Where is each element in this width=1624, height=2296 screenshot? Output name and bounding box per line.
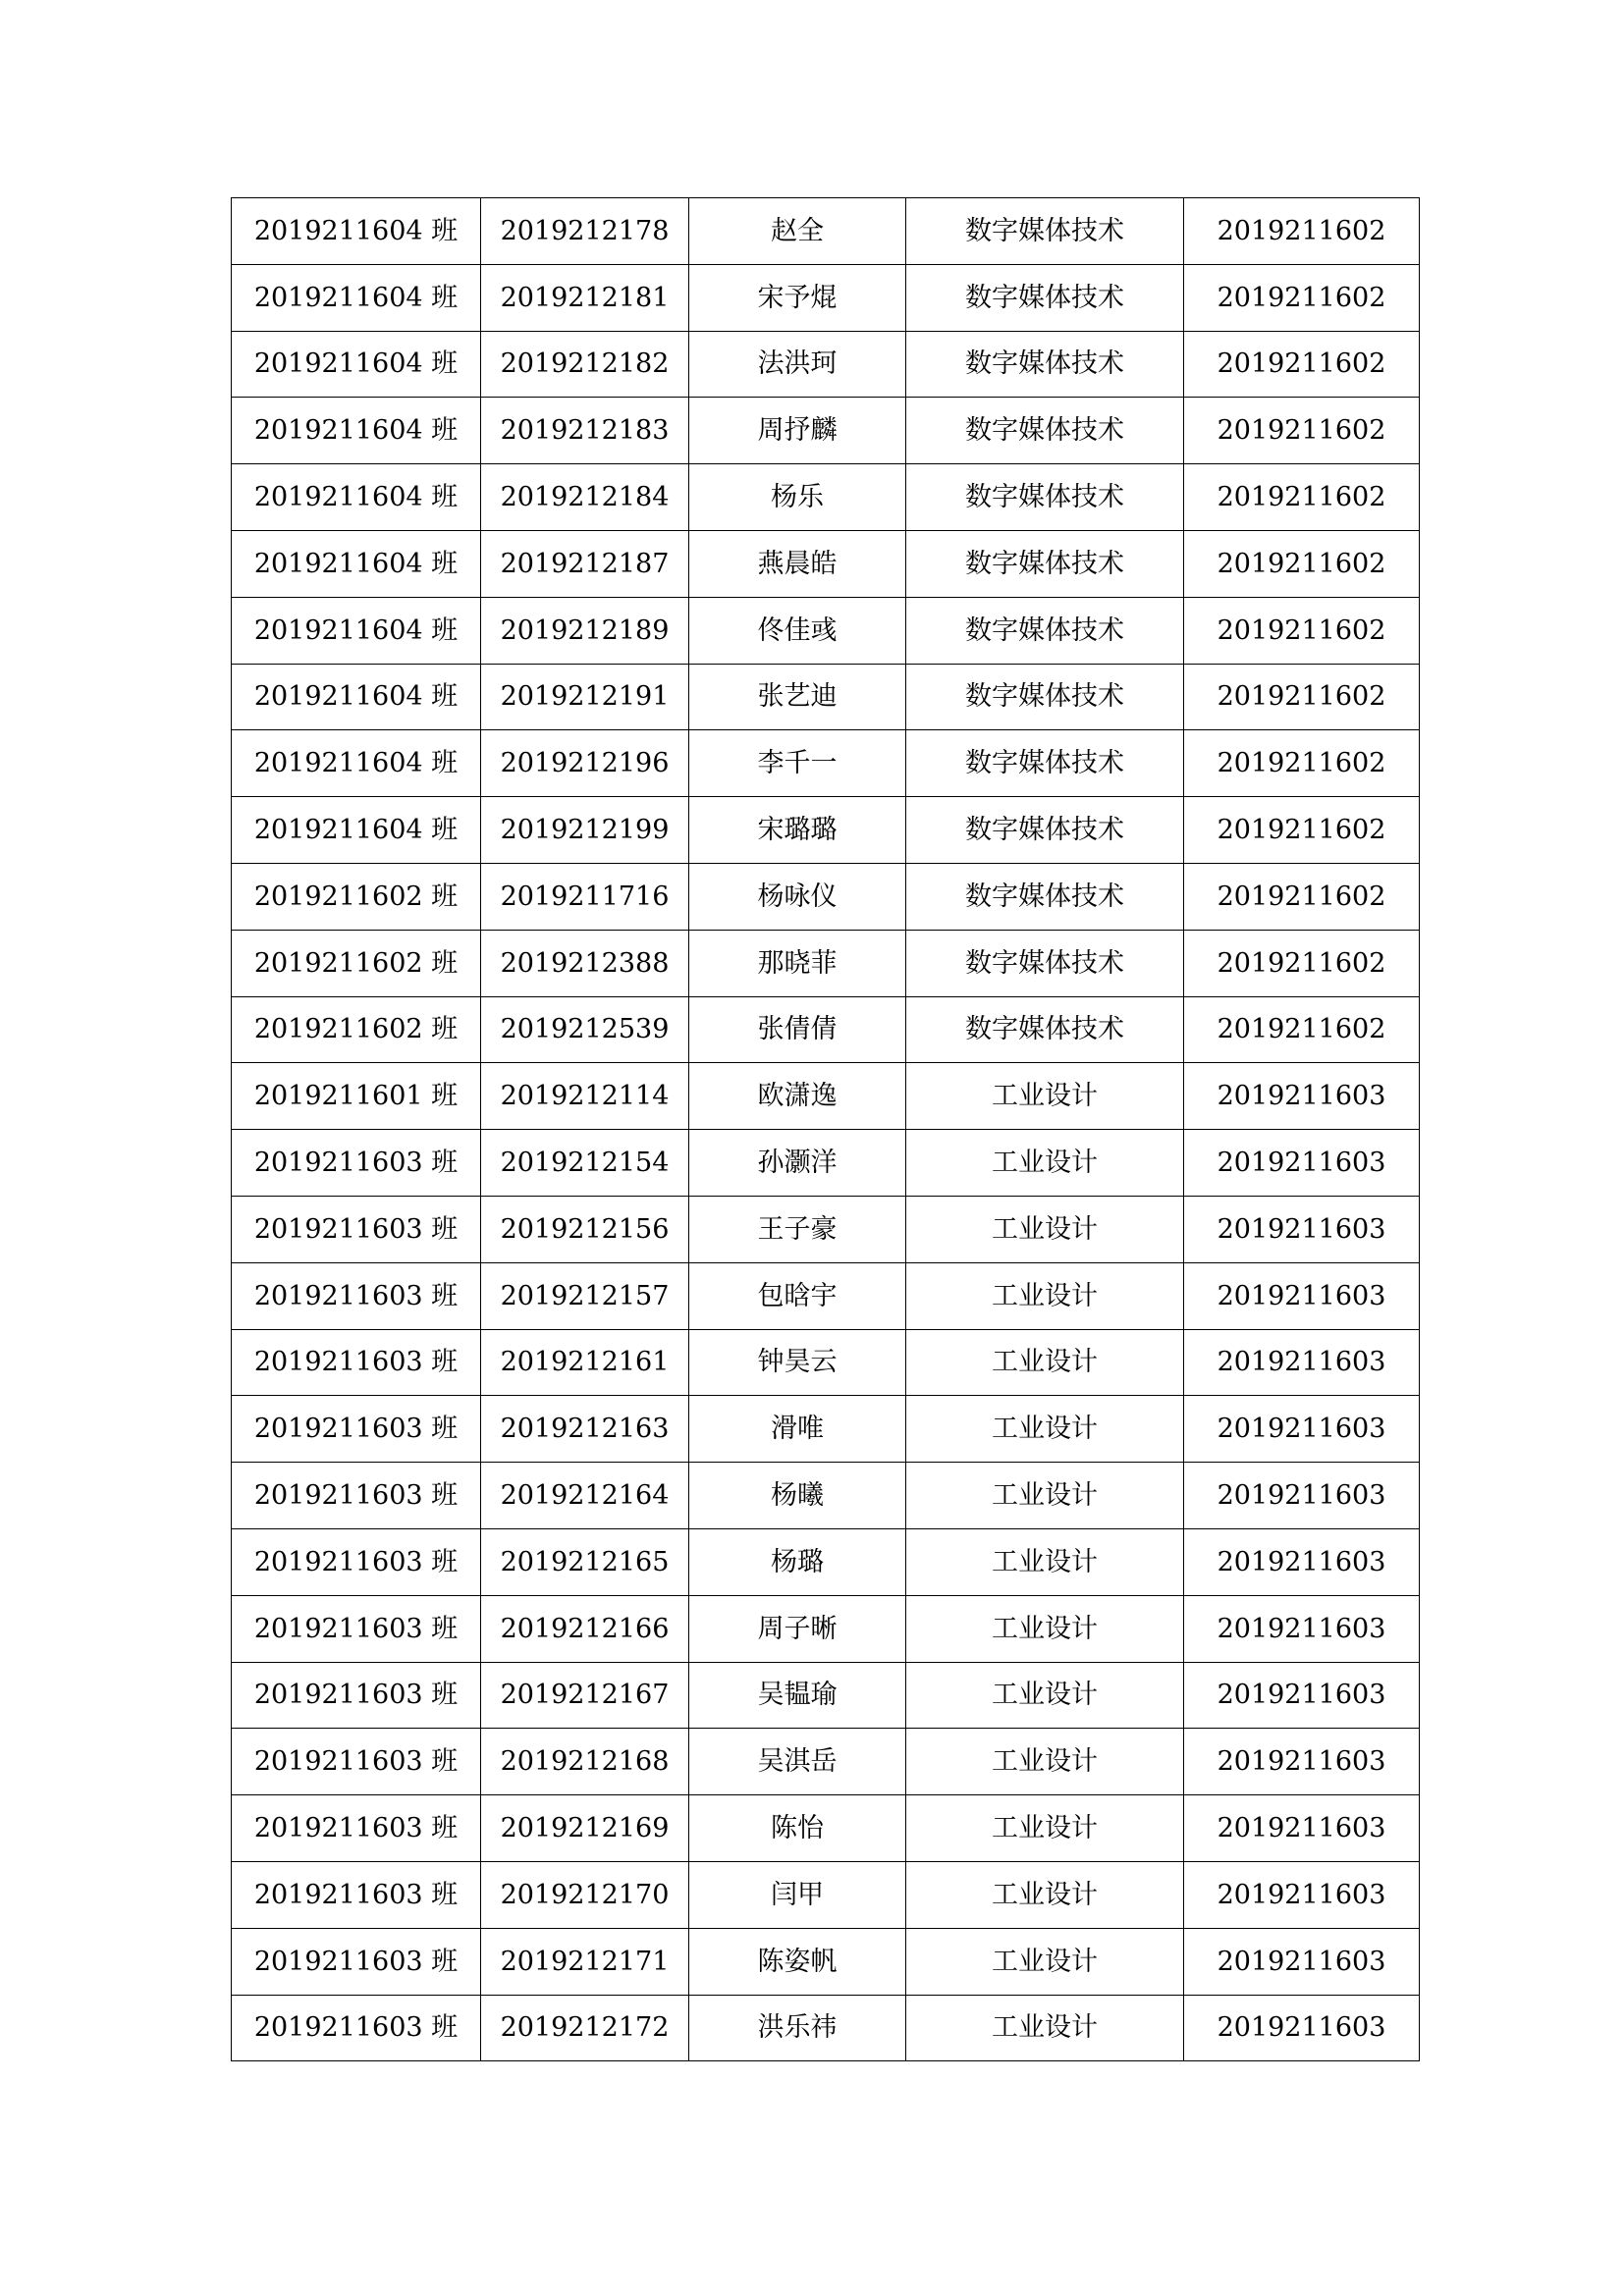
target-class-cell: 2019211603	[1184, 1662, 1420, 1729]
major-cell: 工业设计	[906, 1595, 1184, 1662]
target-class-cell: 2019211603	[1184, 1861, 1420, 1928]
target-class-cell: 2019211602	[1184, 264, 1420, 331]
class-cell: 2019211604 班	[232, 730, 481, 797]
table-row	[232, 1995, 1420, 2061]
table-row	[232, 1196, 1420, 1262]
table-row	[232, 1662, 1420, 1729]
target-class-cell: 2019211602	[1184, 464, 1420, 531]
name-cell: 燕晨皓	[689, 530, 906, 597]
class-cell: 2019211604 班	[232, 664, 481, 730]
class-cell: 2019211602 班	[232, 996, 481, 1063]
name-cell: 陈姿帆	[689, 1928, 906, 1995]
target-class-cell: 2019211603	[1184, 1196, 1420, 1262]
major-cell: 工业设计	[906, 1396, 1184, 1463]
major-cell: 数字媒体技术	[906, 664, 1184, 730]
student-id-cell: 2019212157	[481, 1262, 689, 1329]
table-row	[232, 664, 1420, 730]
name-cell: 宋璐璐	[689, 797, 906, 864]
name-cell: 滑唯	[689, 1396, 906, 1463]
major-cell: 数字媒体技术	[906, 398, 1184, 464]
class-cell: 2019211604 班	[232, 198, 481, 265]
student-id-cell: 2019212167	[481, 1662, 689, 1729]
table-row	[232, 996, 1420, 1063]
name-cell: 张艺迪	[689, 664, 906, 730]
class-cell: 2019211603 班	[232, 1729, 481, 1795]
class-cell: 2019211603 班	[232, 1329, 481, 1396]
class-cell: 2019211603 班	[232, 1130, 481, 1197]
table-row	[232, 331, 1420, 398]
major-cell: 工业设计	[906, 1130, 1184, 1197]
name-cell: 欧潇逸	[689, 1063, 906, 1130]
major-cell: 数字媒体技术	[906, 597, 1184, 664]
class-cell: 2019211604 班	[232, 530, 481, 597]
table-row	[232, 597, 1420, 664]
class-cell: 2019211603 班	[232, 1396, 481, 1463]
class-cell: 2019211601 班	[232, 1063, 481, 1130]
target-class-cell: 2019211603	[1184, 1396, 1420, 1463]
table-row	[232, 1329, 1420, 1396]
student-id-cell: 2019212114	[481, 1063, 689, 1130]
major-cell: 工业设计	[906, 1861, 1184, 1928]
target-class-cell: 2019211602	[1184, 730, 1420, 797]
class-cell: 2019211604 班	[232, 464, 481, 531]
name-cell: 杨曦	[689, 1463, 906, 1529]
table-row	[232, 1396, 1420, 1463]
major-cell: 数字媒体技术	[906, 530, 1184, 597]
student-id-cell: 2019212156	[481, 1196, 689, 1262]
name-cell: 佟佳彧	[689, 597, 906, 664]
target-class-cell: 2019211603	[1184, 1595, 1420, 1662]
table-row	[232, 730, 1420, 797]
name-cell: 宋予焜	[689, 264, 906, 331]
table-row	[232, 1928, 1420, 1995]
class-cell: 2019211603 班	[232, 1795, 481, 1862]
target-class-cell: 2019211603	[1184, 1463, 1420, 1529]
target-class-cell: 2019211602	[1184, 198, 1420, 265]
major-cell: 工业设计	[906, 1995, 1184, 2061]
target-class-cell: 2019211603	[1184, 1995, 1420, 2061]
table-row	[232, 1595, 1420, 1662]
name-cell: 孙灏洋	[689, 1130, 906, 1197]
student-id-cell: 2019212189	[481, 597, 689, 664]
student-id-cell: 2019212187	[481, 530, 689, 597]
major-cell: 工业设计	[906, 1063, 1184, 1130]
table-row	[232, 863, 1420, 930]
name-cell: 杨咏仪	[689, 863, 906, 930]
target-class-cell: 2019211603	[1184, 1729, 1420, 1795]
target-class-cell: 2019211602	[1184, 398, 1420, 464]
class-cell: 2019211603 班	[232, 1995, 481, 2061]
major-cell: 工业设计	[906, 1662, 1184, 1729]
name-cell: 洪乐祎	[689, 1995, 906, 2061]
name-cell: 赵全	[689, 198, 906, 265]
table-row	[232, 464, 1420, 531]
class-cell: 2019211604 班	[232, 331, 481, 398]
major-cell: 数字媒体技术	[906, 930, 1184, 996]
student-id-cell: 2019212169	[481, 1795, 689, 1862]
table-row	[232, 1262, 1420, 1329]
table-row	[232, 797, 1420, 864]
target-class-cell: 2019211602	[1184, 863, 1420, 930]
class-cell: 2019211603 班	[232, 1861, 481, 1928]
table-row	[232, 264, 1420, 331]
target-class-cell: 2019211603	[1184, 1063, 1420, 1130]
student-roster-table	[231, 197, 1420, 2061]
name-cell: 陈怡	[689, 1795, 906, 1862]
student-id-cell: 2019212154	[481, 1130, 689, 1197]
target-class-cell: 2019211602	[1184, 530, 1420, 597]
name-cell: 杨璐	[689, 1528, 906, 1595]
student-id-cell: 2019212184	[481, 464, 689, 531]
major-cell: 工业设计	[906, 1196, 1184, 1262]
target-class-cell: 2019211603	[1184, 1262, 1420, 1329]
table-row	[232, 1463, 1420, 1529]
target-class-cell: 2019211602	[1184, 597, 1420, 664]
major-cell: 工业设计	[906, 1329, 1184, 1396]
target-class-cell: 2019211602	[1184, 664, 1420, 730]
student-id-cell: 2019212165	[481, 1528, 689, 1595]
table-row	[232, 198, 1420, 265]
name-cell: 钟昊云	[689, 1329, 906, 1396]
table-row	[232, 930, 1420, 996]
name-cell: 张倩倩	[689, 996, 906, 1063]
table-row	[232, 1795, 1420, 1862]
student-id-cell: 2019212191	[481, 664, 689, 730]
name-cell: 杨乐	[689, 464, 906, 531]
name-cell: 李千一	[689, 730, 906, 797]
student-id-cell: 2019212163	[481, 1396, 689, 1463]
target-class-cell: 2019211603	[1184, 1928, 1420, 1995]
student-id-cell: 2019211716	[481, 863, 689, 930]
class-cell: 2019211604 班	[232, 797, 481, 864]
major-cell: 工业设计	[906, 1795, 1184, 1862]
major-cell: 工业设计	[906, 1262, 1184, 1329]
student-id-cell: 2019212181	[481, 264, 689, 331]
student-id-cell: 2019212166	[481, 1595, 689, 1662]
target-class-cell: 2019211602	[1184, 996, 1420, 1063]
table-row	[232, 1861, 1420, 1928]
student-id-cell: 2019212539	[481, 996, 689, 1063]
major-cell: 数字媒体技术	[906, 863, 1184, 930]
student-id-cell: 2019212183	[481, 398, 689, 464]
major-cell: 数字媒体技术	[906, 198, 1184, 265]
class-cell: 2019211604 班	[232, 597, 481, 664]
student-id-cell: 2019212168	[481, 1729, 689, 1795]
class-cell: 2019211604 班	[232, 264, 481, 331]
target-class-cell: 2019211603	[1184, 1329, 1420, 1396]
student-id-cell: 2019212170	[481, 1861, 689, 1928]
target-class-cell: 2019211602	[1184, 797, 1420, 864]
class-cell: 2019211603 班	[232, 1928, 481, 1995]
target-class-cell: 2019211603	[1184, 1795, 1420, 1862]
student-id-cell: 2019212199	[481, 797, 689, 864]
student-id-cell: 2019212388	[481, 930, 689, 996]
major-cell: 工业设计	[906, 1528, 1184, 1595]
major-cell: 数字媒体技术	[906, 464, 1184, 531]
major-cell: 数字媒体技术	[906, 730, 1184, 797]
name-cell: 闫甲	[689, 1861, 906, 1928]
roster-body	[232, 198, 1420, 2061]
student-id-cell: 2019212164	[481, 1463, 689, 1529]
target-class-cell: 2019211603	[1184, 1130, 1420, 1197]
major-cell: 工业设计	[906, 1729, 1184, 1795]
student-id-cell: 2019212182	[481, 331, 689, 398]
class-cell: 2019211603 班	[232, 1528, 481, 1595]
student-id-cell: 2019212178	[481, 198, 689, 265]
target-class-cell: 2019211603	[1184, 1528, 1420, 1595]
name-cell: 周子晰	[689, 1595, 906, 1662]
target-class-cell: 2019211602	[1184, 331, 1420, 398]
student-id-cell: 2019212171	[481, 1928, 689, 1995]
class-cell: 2019211604 班	[232, 398, 481, 464]
class-cell: 2019211602 班	[232, 930, 481, 996]
major-cell: 数字媒体技术	[906, 264, 1184, 331]
class-cell: 2019211603 班	[232, 1595, 481, 1662]
student-id-cell: 2019212196	[481, 730, 689, 797]
target-class-cell: 2019211602	[1184, 930, 1420, 996]
major-cell: 数字媒体技术	[906, 797, 1184, 864]
class-cell: 2019211603 班	[232, 1662, 481, 1729]
class-cell: 2019211603 班	[232, 1463, 481, 1529]
name-cell: 周抒麟	[689, 398, 906, 464]
class-cell: 2019211602 班	[232, 863, 481, 930]
table-row	[232, 1130, 1420, 1197]
table-row	[232, 1729, 1420, 1795]
major-cell: 工业设计	[906, 1928, 1184, 1995]
class-cell: 2019211603 班	[232, 1262, 481, 1329]
major-cell: 工业设计	[906, 1463, 1184, 1529]
table-row	[232, 1063, 1420, 1130]
table-row	[232, 1528, 1420, 1595]
name-cell: 王子豪	[689, 1196, 906, 1262]
table-row	[232, 530, 1420, 597]
student-id-cell: 2019212172	[481, 1995, 689, 2061]
major-cell: 数字媒体技术	[906, 331, 1184, 398]
name-cell: 法洪珂	[689, 331, 906, 398]
name-cell: 包晗宇	[689, 1262, 906, 1329]
major-cell: 数字媒体技术	[906, 996, 1184, 1063]
name-cell: 吴韫瑜	[689, 1662, 906, 1729]
class-cell: 2019211603 班	[232, 1196, 481, 1262]
name-cell: 那晓菲	[689, 930, 906, 996]
name-cell: 吴淇岳	[689, 1729, 906, 1795]
student-id-cell: 2019212161	[481, 1329, 689, 1396]
table-row	[232, 398, 1420, 464]
